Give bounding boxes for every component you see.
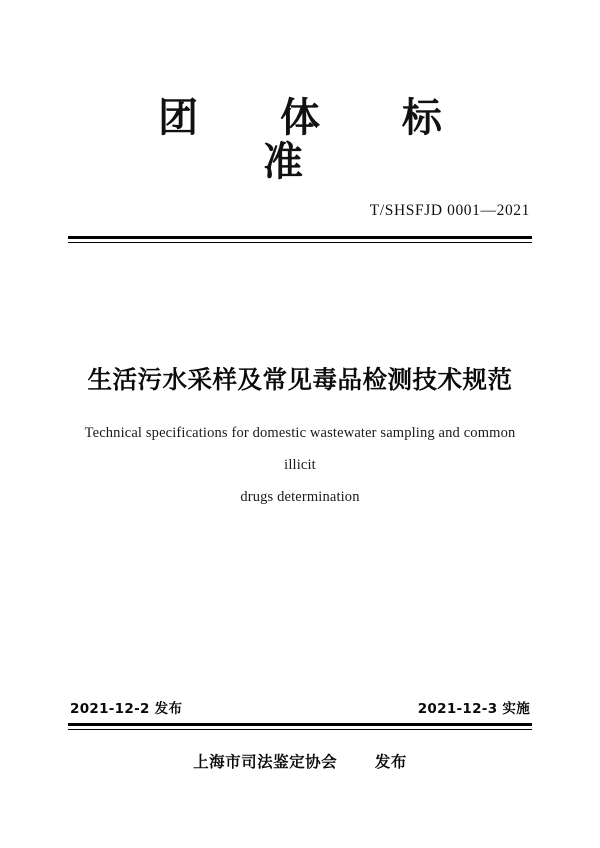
- header-rule-thick: [68, 236, 532, 239]
- effective-date: 2021-12-3 实施: [417, 701, 530, 717]
- standard-type-heading: 团 体 标 准: [158, 95, 476, 185]
- publish-date: 2021-12-2 发布: [70, 701, 183, 717]
- document-footer: [68, 697, 532, 772]
- title-block: [68, 363, 532, 514]
- footer-rule-thick: [68, 723, 532, 726]
- footer-dates: [68, 697, 532, 723]
- document-title-english-line2: drugs determination: [240, 488, 360, 505]
- issuer-action: 发布: [374, 753, 407, 771]
- issuer-line: [68, 750, 532, 772]
- document-title-english-line1: Technical specifications for domestic wastewater sampling and common illicit: [84, 425, 516, 473]
- document-title-english: [68, 418, 532, 514]
- footer-rule-thin: [68, 729, 532, 730]
- standard-number-row: [68, 202, 532, 220]
- standard-number: T/SHSFJD 0001—2021: [369, 202, 530, 219]
- document-title-chinese: 生活污水采样及常见毒品检测技术规范: [87, 365, 513, 394]
- issuer-organization: 上海市司法鉴定协会: [193, 753, 338, 771]
- header-rule-thin: [68, 242, 532, 243]
